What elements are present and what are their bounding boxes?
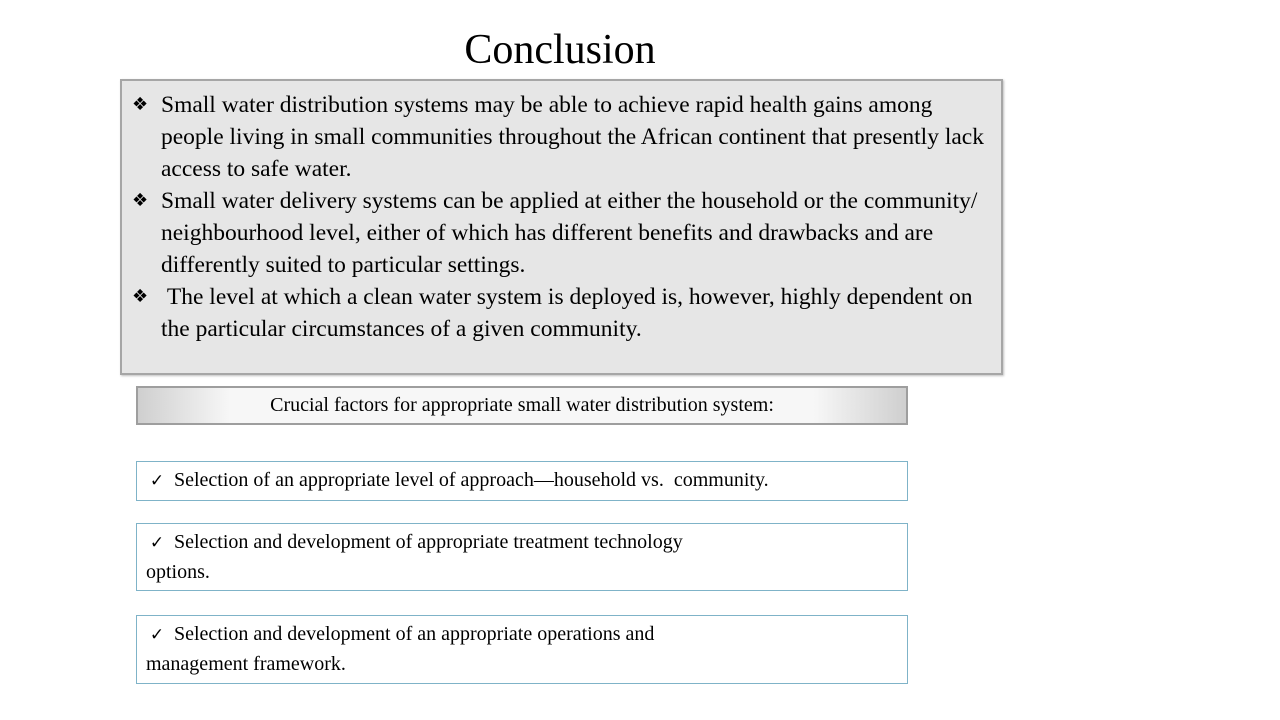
checkmark-icon: ✓	[149, 471, 165, 491]
conclusion-bullet-text: Small water distribution systems may be able to achieve rapid health gains among people living in small communities throughout the African continent that presently lack access to safe water.	[161, 92, 984, 182]
conclusion-bullet-list	[132, 89, 992, 345]
slide-title: Conclusion	[464, 27, 656, 73]
checkmark-icon: ✓	[149, 625, 165, 645]
conclusion-bullet	[132, 89, 992, 185]
conclusion-bullet	[132, 185, 992, 281]
diamond-bullet-icon: ❖	[132, 94, 149, 115]
diamond-bullet-icon: ❖	[132, 190, 149, 211]
factors-header: Crucial factors for appropriate small water distribution system:	[136, 386, 908, 425]
checkmark-icon: ✓	[149, 533, 165, 553]
factor-box	[136, 615, 908, 684]
conclusion-bullet-text: Small water delivery systems can be applied at either the household or the community/ neighbourhood level, either of which has different benefits and drawbacks and are differently suited to particular settings.	[161, 188, 978, 278]
diamond-bullet-icon: ❖	[132, 286, 149, 307]
conclusion-bullet-text: The level at which a clean water system is deployed is, however, highly dependent on the particular circumstances of a given community.	[161, 284, 979, 342]
factor-text: Selection and development of an appropriate operations and management framework.	[146, 623, 655, 675]
factor-box	[136, 523, 908, 591]
conclusion-bullet	[132, 281, 992, 345]
factor-box	[136, 461, 908, 501]
factor-text: Selection and development of appropriate treatment technology options.	[146, 531, 683, 583]
factor-text: Selection of an appropriate level of approach—household vs. community.	[174, 469, 769, 491]
conclusion-box	[120, 79, 1003, 375]
